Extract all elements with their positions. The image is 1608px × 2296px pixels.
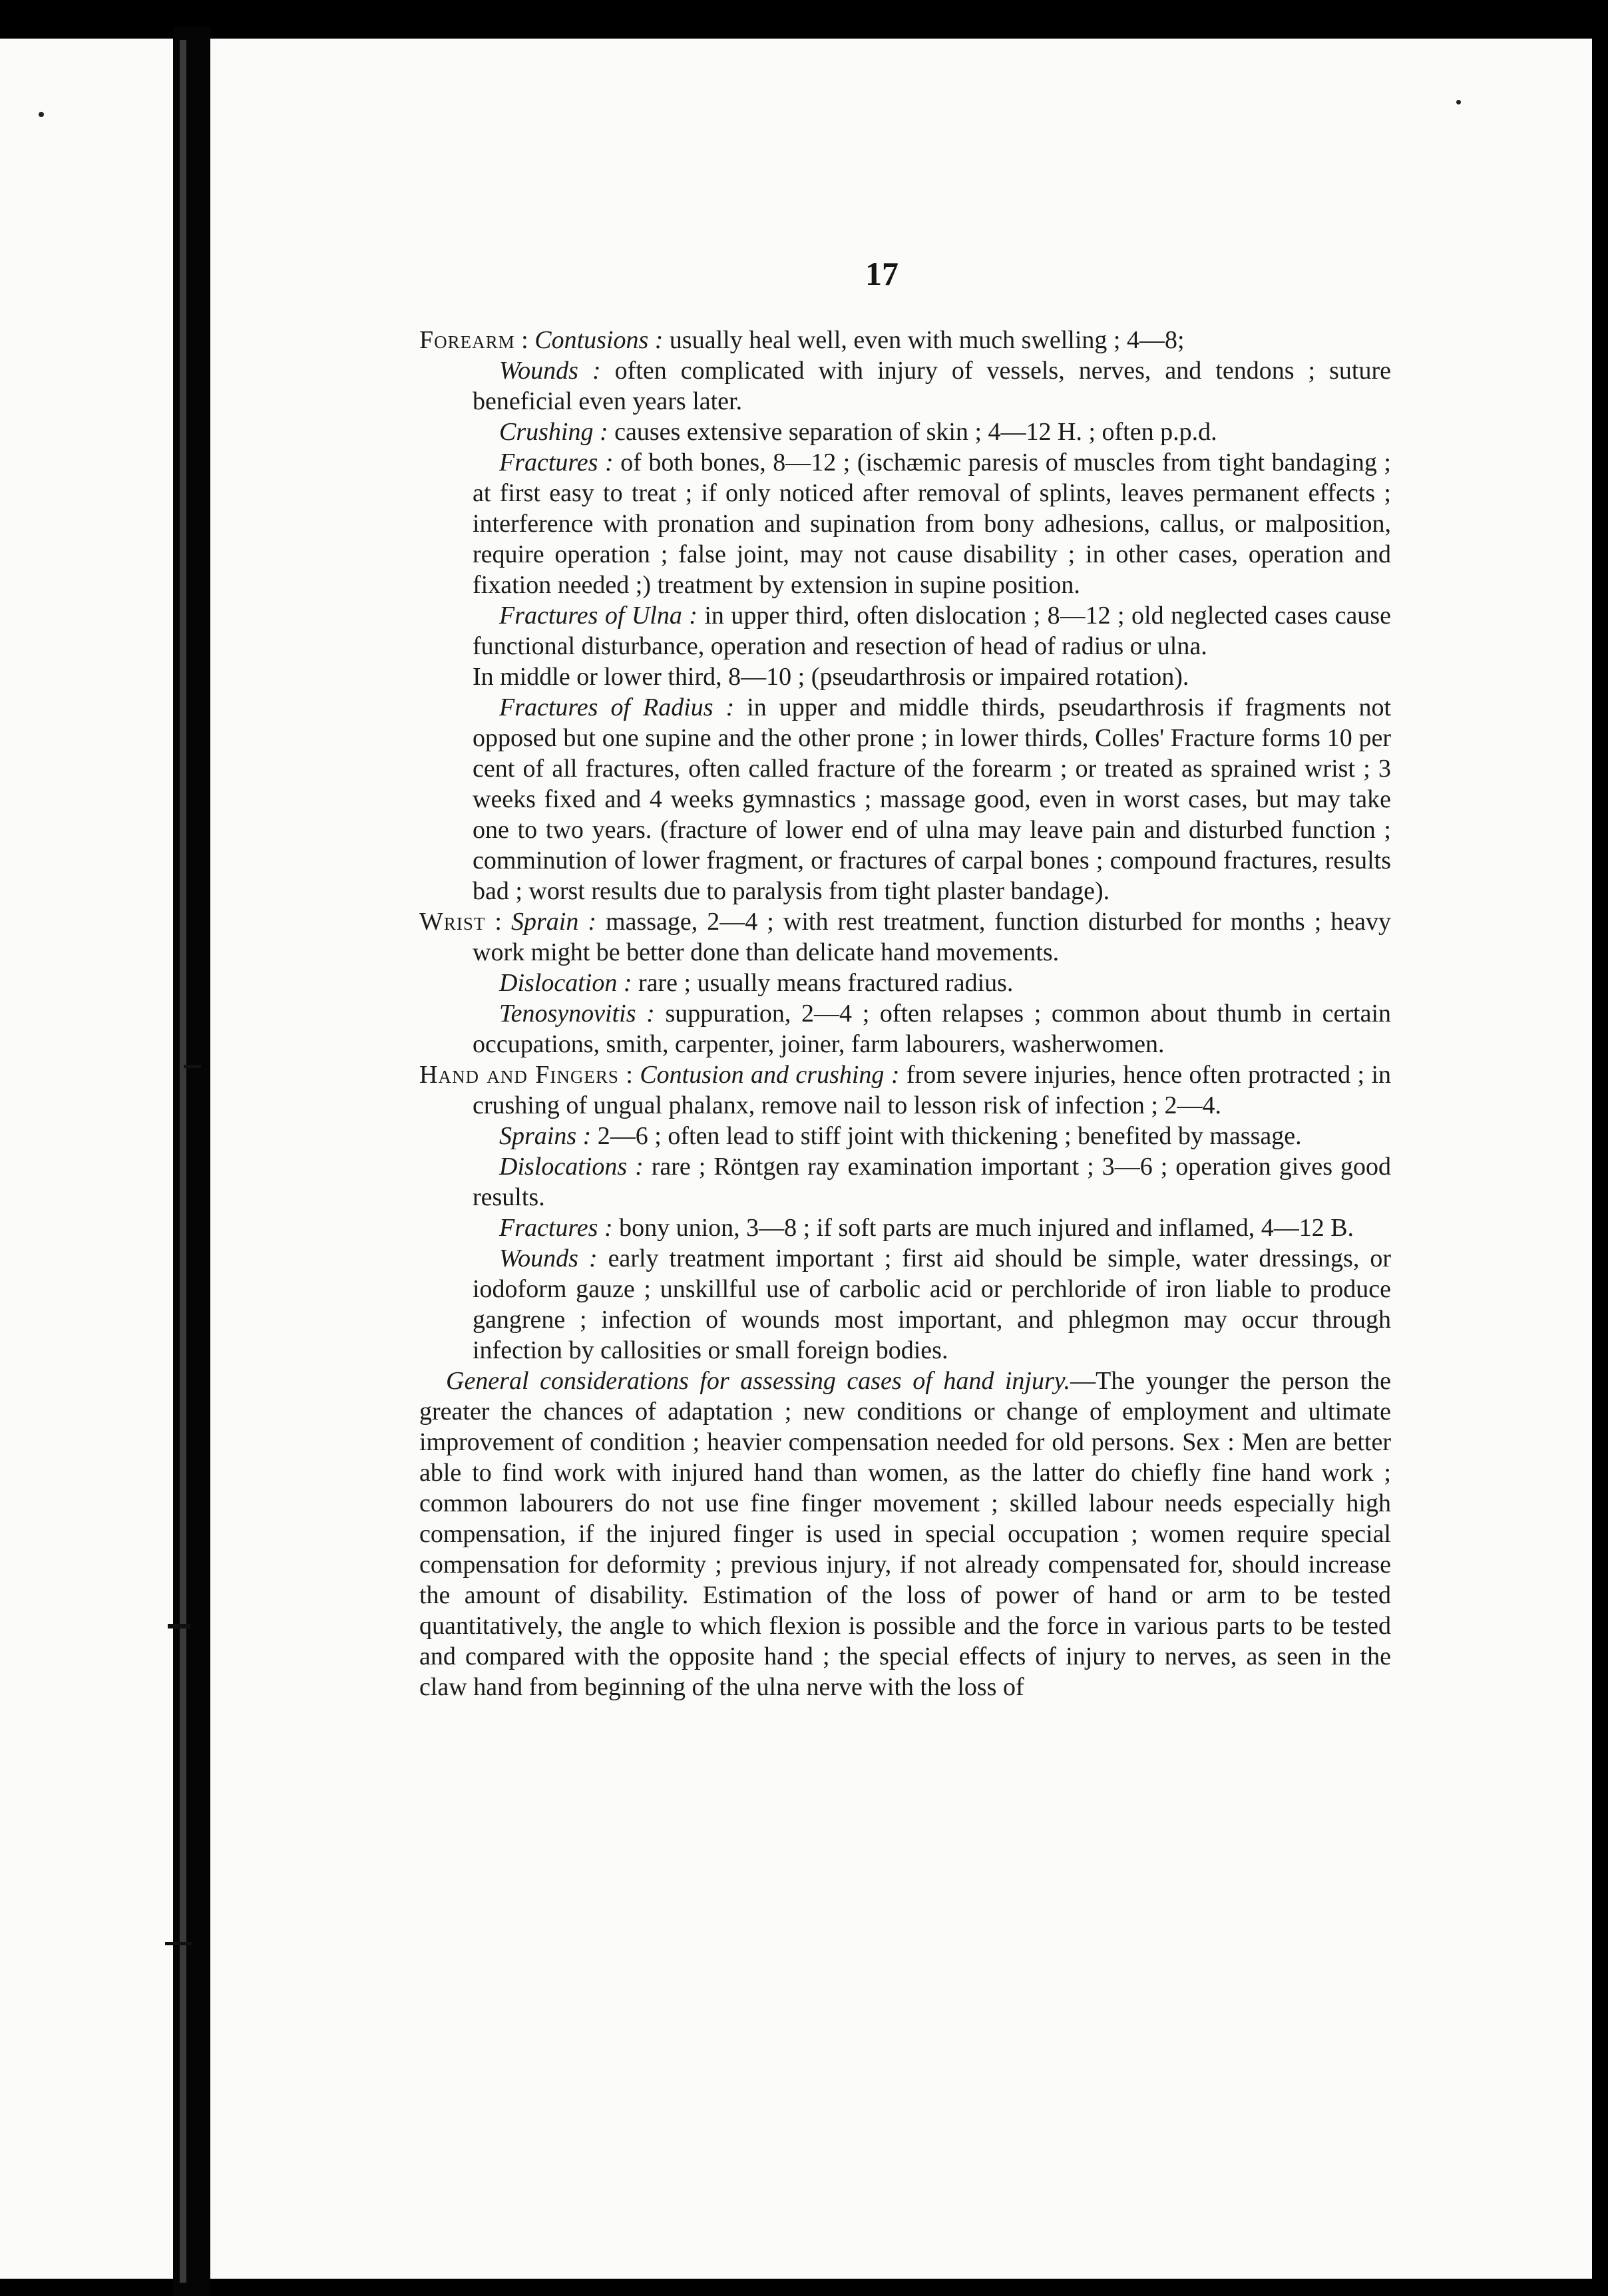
subheading: Wounds :	[499, 357, 601, 385]
paragraph-text: rare ; usually means fractured radius.	[632, 969, 1014, 997]
paragraph-text: causes extensive separation of skin ; 4—12 H. ; often p.p.d.	[608, 418, 1217, 446]
paragraph	[419, 600, 1391, 662]
heading-separator: :	[514, 326, 535, 354]
subheading: Tenosynovitis :	[499, 1000, 655, 1028]
gutter-mark	[184, 1065, 201, 1068]
paragraph	[419, 1366, 1391, 1702]
paragraph-text: bony union, 3—8 ; if soft parts are much injured and inflamed, 4—12 B.	[612, 1214, 1354, 1242]
paragraph	[419, 1059, 1392, 1121]
subheading: General considerations for assessing cases of hand injury.	[446, 1367, 1071, 1395]
paragraph	[419, 998, 1391, 1059]
dust-speck	[39, 112, 44, 117]
paragraph-text: early treatment important ; first aid should be simple, water dressings, or iodoform gauze ; unskillful use of carbolic acid or perchloride of iron liable to produce gangrene ; infection of wounds most important, and phlegmon may occur through infection by callosities or small foreign bodies.	[473, 1244, 1391, 1364]
subheading: Dislocations :	[499, 1153, 644, 1181]
paragraph	[419, 1213, 1391, 1243]
section-heading: Hand and Fingers	[419, 1061, 619, 1089]
paragraph-text: of both bones, 8—12 ; (ischæmic paresis of muscles from tight bandaging ; at first easy to treat ; if only noticed after removal of splints, leaves permanent effects ; interference with pronation and supination from bony adhesions, callus, or malposition, require operation ; false joint, may not cause disability ; in other cases, operation and fixation needed ;) treatment by extension in supine position.	[473, 449, 1391, 599]
paragraph-text: in upper and middle thirds, pseudarthrosis if fragments not opposed but one supine and the other prone ; in lower thirds, Colles' Fracture forms 10 per cent of all fractures, often called fracture of the forearm ; or treated as sprained wrist ; 3 weeks fixed and 4 weeks gymnastics ; massage good, even in worst cases, but may take one to two years. (fracture of lower end of ulna may leave pain and disturbed function ; comminution of lower fragment, or fractures of carpal bones ; compound fractures, results bad ; worst results due to paralysis from tight plaster bandage).	[473, 693, 1391, 905]
subheading: Contusions :	[534, 326, 664, 354]
heading-separator: :	[618, 1061, 640, 1089]
paragraph	[419, 692, 1391, 906]
subheading: Sprains :	[499, 1122, 592, 1150]
subheading: Sprain :	[510, 908, 597, 936]
subheading: Fractures :	[499, 1214, 613, 1242]
book-gutter	[173, 27, 210, 2296]
scan-border-right	[1592, 0, 1608, 2295]
section-heading: Forearm	[419, 326, 515, 354]
paragraph	[419, 968, 1391, 998]
dust-speck	[1456, 100, 1461, 104]
paragraph-text: from severe injuries, hence often protracted ; in crushing of ungual phalanx, remove nail to lesson risk of infection ; 2—4.	[473, 1061, 1392, 1119]
subheading: Fractures :	[499, 449, 614, 477]
scan-border-bottom	[0, 2279, 1608, 2295]
heading-separator: :	[485, 908, 511, 936]
paragraph-text: suppuration, 2—4 ; often relapses ; common about thumb in certain occupations, smith, carpenter, joiner, farm labourers, washerwomen.	[473, 1000, 1391, 1058]
gutter-edge	[180, 40, 186, 2283]
subheading: Crushing :	[499, 418, 608, 446]
gutter-mark	[168, 1624, 190, 1628]
page-number: 17	[865, 255, 899, 292]
paragraph-text: usually heal well, even with much swelling ; 4—8;	[663, 326, 1185, 354]
subheading: Fractures of Ulna :	[499, 602, 698, 630]
paragraph	[419, 447, 1391, 600]
paragraph	[419, 662, 1391, 692]
scan-border-top	[0, 0, 1608, 39]
paragraph-text: 2—6 ; often lead to stiff joint with thickening ; benefited by massage.	[591, 1122, 1302, 1150]
body-text	[419, 325, 1391, 1702]
paragraph-text: often complicated with injury of vessels, nerves, and tendons ; suture beneficial even years later.	[473, 357, 1391, 415]
subheading: Wounds :	[499, 1244, 598, 1272]
gutter-mark	[165, 1942, 192, 1945]
paragraph	[419, 355, 1391, 417]
paragraph-text: —The younger the person the greater the chances of adaptation ; new conditions or change of employment and ultimate improvement of condition ; heavier compensation needed for old persons. Sex : Men are better able to find work with injured hand than women, as the latter do chiefly fine hand work ; common labourers do not use fine finger movement ; skilled labour needs especially high compensation, if the injured finger is used in special occupation ; women require special compensation for deformity ; previous injury, if not already compensated for, should increase the amount of disability. Estimation of the loss of power of hand or arm to be tested quantitatively, the angle to which flexion is possible and the force in various parts to be tested and compared with the opposite hand ; the special effects of injury to nerves, as seen in the claw hand from beginning of the ulna nerve with the loss of	[419, 1367, 1391, 1701]
subheading: Dislocation :	[499, 969, 632, 997]
paragraph-text: in upper third, often dislocation ; 8—12 ; old neglected cases cause functional disturbance, operation and resection of head of radius or ulna.	[473, 602, 1391, 660]
subheading: Fractures of Radius :	[499, 693, 735, 721]
section-heading: Wrist	[419, 908, 486, 936]
paragraph	[419, 906, 1392, 968]
paragraph-text: rare ; Röntgen ray examination important ; 3—6 ; operation gives good results.	[473, 1153, 1391, 1211]
paragraph-text: In middle or lower third, 8—10 ; (pseudarthrosis or impaired rotation).	[473, 663, 1189, 691]
paragraph	[419, 325, 1391, 355]
paragraph	[419, 1243, 1391, 1366]
paragraph	[419, 417, 1391, 447]
paragraph	[419, 1151, 1391, 1213]
subheading: Contusion and crushing :	[640, 1061, 900, 1089]
paragraph-text: massage, 2—4 ; with rest treatment, function disturbed for months ; heavy work might be better done than delicate hand movements.	[473, 908, 1392, 966]
paragraph	[419, 1121, 1391, 1151]
